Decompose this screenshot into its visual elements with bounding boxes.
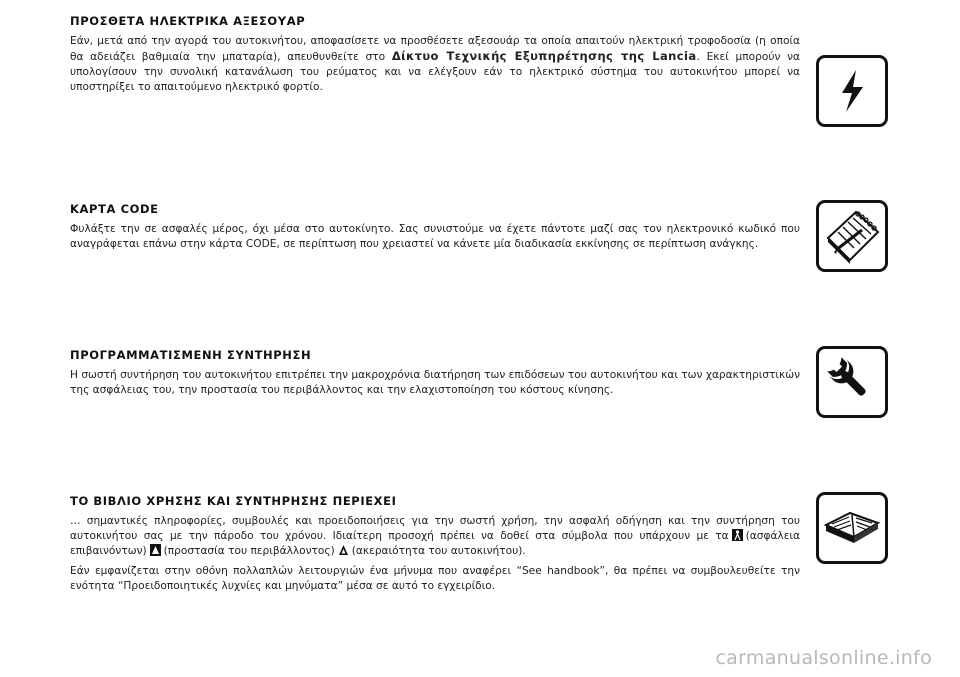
heading-scheduled-maintenance: ΠΡΟΓΡΑΜΜΑΤΙΣΜΕΝΗ ΣΥΝΤΗΡΗΣΗ <box>70 348 312 362</box>
watermark: carmanualsonline.info <box>715 647 932 669</box>
notebook-pen-icon <box>816 200 888 272</box>
heading-handbook-contents: ΤΟ ΒΙΒΛΙΟ ΧΡΗΣΗΣ ΚΑΙ ΣΥΝΤΗΡΗΣΗΣ ΠΕΡΙΕΧΕΙ <box>70 494 397 508</box>
wrench-icon <box>816 346 888 418</box>
heading-code-card: ΚΑΡΤΑ CODE <box>70 202 159 216</box>
lancia-network-link: Δίκτυο Τεχνικής Εξυπηρέτησης της Lancia <box>391 49 697 63</box>
paragraph-code-card: Φυλάξτε την σε ασφαλές μέρος, όχι μέσα στο αυτοκίνητο. Σας συνιστούμε να έχετε πάντοτε μαζί σας τον ηλεκτρονικό κωδικό που αναγράφεται επάνω στην κάρτα CODE, σε περίπτωση που χρειαστεί να κάνετε μία διαδικασία εκκίνησης σε περίπτωση ανάγκης. <box>70 223 800 250</box>
vehicle-integrity-symbol-icon <box>338 544 349 556</box>
paragraph-handbook-contents: … σημαντικές πληροφορίες, συμβουλές και προειδοποιήσεις για την σωστή χρήση, την ασφαλή οδήγηση και την συντήρηση του αυτοκινήτου σας με την πάροδο του χρόνου. Ιδιαίτερη προσοχή πρέπει να δοθεί στα σύμβολα που υπάρχουν με τα (ασφάλεια επιβαινόντων) (προστασία του περιβάλλοντος) (ακεραιότητα του αυτοκινήτου). <box>70 515 800 557</box>
section-code-card <box>70 202 800 257</box>
section-scheduled-maintenance <box>70 348 800 403</box>
paragraph-see-handbook: Εάν εμφανίζεται στην οθόνη πολλαπλών λειτουργιών ένα μήνυμα που αναφέρει “See handbook”, θα πρέπει να συμβουλευθείτε την ενότητα “Προειδοποιητικές λυχνίες και μηνύματα” μέσα σε αυτό το εγχειρίδιο. <box>70 565 800 592</box>
section-electrical-accessories <box>70 14 800 100</box>
paragraph-electrical-accessories: Εάν, μετά από την αγορά του αυτοκινήτου, αποφασίσετε να προσθέσετε αξεσουάρ τα οποία απαιτούν ηλεκτρική τροφοδοσία (η οποία θα αδειάζει βαθμιαία την μπαταρία), απευθυνθείτε στο Δίκτυο Τεχνικής Εξυπηρέτησης της Lancia. Εκεί μπορούν να υπολογίσουν την συνολική κατανάλωση του ρεύματος και να ελέγξουν εάν το ηλεκτρικό σύστημα του αυτοκινήτου μπορεί να υποστηρίξει το απαιτούμενο ηλεκτρικό φορτίο. <box>70 35 800 93</box>
paragraph-scheduled-maintenance: Η σωστή συντήρηση του αυτοκινήτου επιτρέπει την μακροχρόνια διατήρηση των επιδόσεων του αυτοκινήτου και των χαρακτηριστικών της ασφάλειας του, την προστασία του περιβάλλοντος και την ελαχιστοποίηση του κόστους κίνησης. <box>70 369 800 396</box>
occupant-safety-symbol-icon <box>732 529 743 541</box>
section-handbook-contents <box>70 494 800 599</box>
heading-electrical-accessories: ΠΡΟΣΘΕΤΑ ΗΛΕΚΤΡΙΚΑ ΑΞΕΣΟΥΑΡ <box>70 14 306 28</box>
lightning-bolt-icon <box>816 55 888 127</box>
open-book-icon <box>816 492 888 564</box>
environment-symbol-icon <box>150 544 161 556</box>
